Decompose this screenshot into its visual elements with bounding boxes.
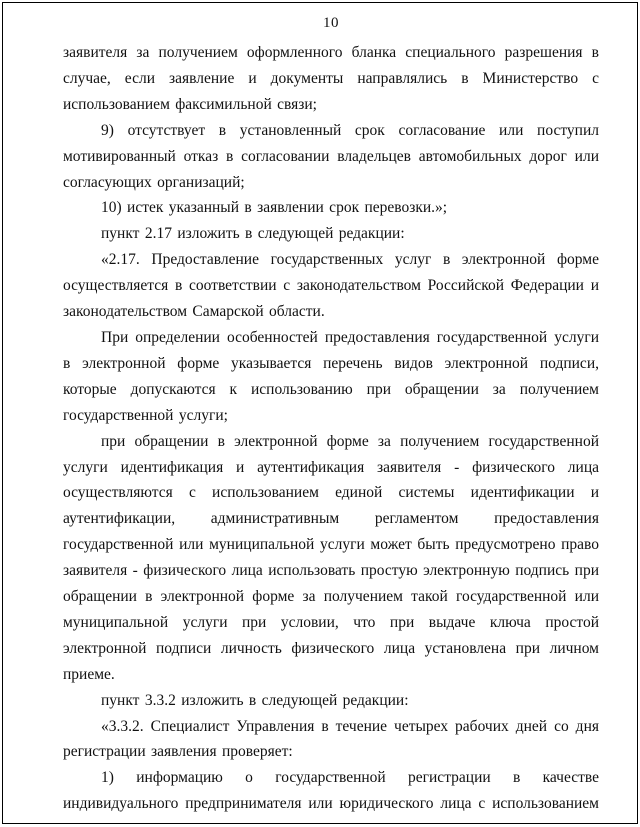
paragraph: 10) истек указанный в заявлении срок перевозки.»; <box>101 199 448 217</box>
paragraph: «2.17. Предоставление государственных услуг в электронной форме осуществляется в соответствии с законодательством Российской Федерации и законодательством Самарской области. <box>63 251 599 321</box>
paragraph: При определении особенностей предоставления государственной услуги в электронной форме указывается перечень видов электронной подписи, которые допускаются к использованию при обращении за получением государственной услуги; <box>63 328 599 424</box>
paragraph: заявителя за получением оформленного бланка специального разрешения в случае, если заявление и документы направлялись в Министерство с использованием факсимильной связи; <box>63 44 599 113</box>
page-number: 10 <box>323 15 339 31</box>
paragraph: 9) отсутствует в установленный срок согласование или поступил мотивированный отказ в согласовании владельцев автомобильных дорог или согласующих организаций; <box>63 121 599 191</box>
paragraph: при обращении в электронной форме за получением государственной услуги идентификация и аутентификация заявителя - физического лица осуществляются с использованием единой системы идентификации и аутентификации, административным регламентом предоставления государственной или муниципальной услуги может быть предусмотрено право заявителя - физического лица использовать простую электронную подпись при обращении в электронной форме за получением такой государственной или муниципальной услуги при условии, что при выдаче ключа простой электронной подписи личность физического лица установлена при личном приеме. <box>63 432 599 683</box>
paragraph: пункт 2.17 изложить в следующей редакции: <box>101 225 405 243</box>
paragraph: 1) информацию о государственной регистрации в качестве индивидуального предпринимателя или юридического лица с использованием <box>63 769 599 813</box>
document-body <box>63 40 599 817</box>
paragraph: пункт 3.3.2 изложить в следующей редакции: <box>101 691 409 709</box>
paragraph: «3.3.2. Специалист Управления в течение четырех рабочих дней со дня регистрации заявления проверяет: <box>63 717 599 761</box>
document-page <box>2 2 638 824</box>
